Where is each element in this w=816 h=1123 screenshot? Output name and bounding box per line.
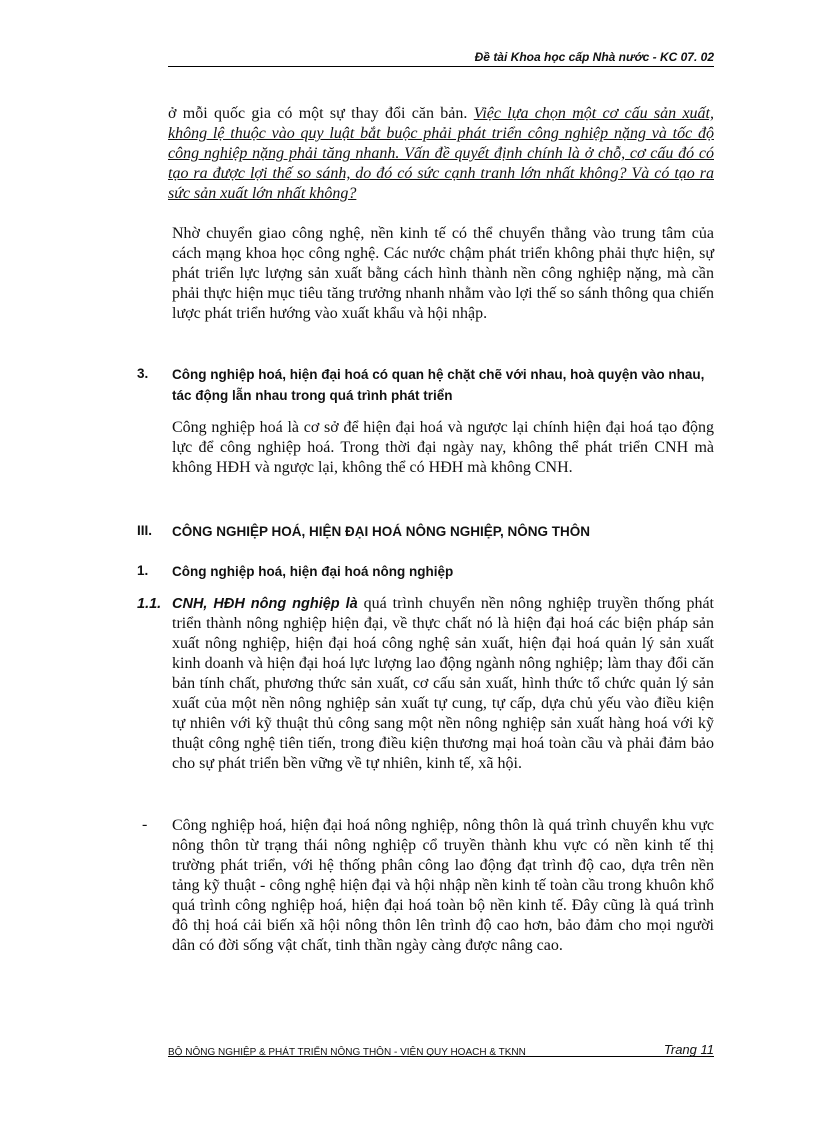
- paragraph-1-plain: ở mỗi quốc gia có một sự thay đổi căn bản.: [168, 105, 474, 122]
- section-III-title: CÔNG NGHIỆP HOÁ, HIỆN ĐẠI HOÁ NÔNG NGHIỆP, NÔNG THÔN: [172, 524, 591, 539]
- section-3-text: Công nghiệp hoá là cơ sở để hiện đại hoá và ngược lại chính hiện đại hoá tạo động lực để công nghiệp hoá. Trong thời đại ngày nay, không thể phát triển CNH mà không HĐH và ngược lại, không thể có HĐH mà không CNH.: [172, 419, 714, 476]
- section-1-title: Công nghiệp hoá, hiện đại hoá nông nghiệp: [172, 564, 454, 579]
- header-rule: [168, 66, 714, 67]
- paragraph-1-underlined: Việc lựa chọn một cơ cấu sản xuất, không lệ thuộc vào quy luật bắt buộc phải phát triển công nghiệp nặng và tốc độ công nghiệp nặng phải tăng nhanh. Vấn đề quyết định chính là ở chỗ, cơ cấu đó có tạo ra được lợi thế so sánh, do đó có sức cạnh tranh lớn nhất không? Và có tạo ra sức sản xuất lớn nhất không?: [168, 105, 715, 202]
- paragraph-2: Nhờ chuyển giao công nghệ, nền kinh tế có thể chuyển thẳng vào trung tâm của cách mạng khoa học công nghệ. Các nước chậm phát triển không phải thực hiện, sự phát triển lực lượng sản xuất bằng cách hình thành nền công nghiệp nặng, mà cần phải thực hiện mục tiêu tăng trưởng nhanh nhằm vào lợi thế so sánh thông qua chiến lược phát triển hướng vào xuất khẩu và hội nhập.: [172, 225, 714, 322]
- bullet-marker: -: [142, 816, 148, 833]
- section-1-number: 1.: [137, 563, 149, 578]
- footer-organization: BỘ NÔNG NGHIỆP & PHÁT TRIỂN NÔNG THÔN - VIỆN QUY HOẠCH & TKNN: [168, 1047, 526, 1058]
- page-number: Trang 11: [663, 1042, 714, 1057]
- bullet-paragraph: Công nghiệp hoá, hiện đại hoá nông nghiệp, nông thôn là quá trình chuyển khu vực nông thôn từ trạng thái nông nghiệp cổ truyền thành khu vực có nền kinh tế thị trường phát triển, với hệ thống phân công lao động đạt trình độ cao, dựa trên nền tảng kỹ thuật - công nghệ hiện đại và hội nhập nền kinh tế toàn cầu trong khuôn khổ quá trình công nghiệp hoá, hiện đại hoá toàn bộ nền kinh tế. Đây cũng là quá trình đô thị hoá cải biến xã hội nông thôn lên trình độ cao hơn, bảo đảm cho mọi người dân có đời sống vật chất, tinh thần ngày càng được nâng cao.: [172, 817, 714, 954]
- section-1-1-lead: CNH, HĐH nông nghiệp là: [172, 596, 358, 612]
- section-III-number: III.: [137, 523, 153, 538]
- section-3-number: 3.: [137, 366, 149, 381]
- section-3-title: Công nghiệp hoá, hiện đại hoá có quan hệ chặt chẽ với nhau, hoà quyện vào nhau, tác động lẫn nhau trong quá trình phát triển: [172, 367, 705, 403]
- paragraph-1: [168, 104, 714, 204]
- section-1-1-body: quá trình chuyển nền nông nghiệp truyền thống phát triển thành nông nghiệp hiện đại, về thực chất nó là hiện đại hoá các biện pháp sản xuất nông nghiệp, hiện đại hoá công nghệ sản xuất, hiện đại hoá quản lý sản xuất kinh doanh và hiện đại hoá lực lượng lao động ngành nông nghiệp; làm thay đổi căn bản tính chất, phương thức sản xuất, cơ cấu sản xuất, hình thức tổ chức quản lý sản xuất của một nền nông nghiệp sản xuất tự cung, tự cấp, dựa chủ yếu vào điều kiện tự nhiên với kỹ thuật thủ công sang một nền nông nghiệp sản xuất hàng hoá với kỹ thuật công nghệ tiên tiến, trong điều kiện thương mại hoá toàn cầu và phải đảm bảo cho sự phát triển bền vững về tự nhiên, kinh tế, xã hội.: [172, 595, 714, 772]
- section-1-1-number: 1.1.: [137, 596, 162, 612]
- running-header: Đề tài Khoa học cấp Nhà nước - KC 07. 02: [474, 50, 714, 64]
- section-1-1-text: [172, 594, 714, 774]
